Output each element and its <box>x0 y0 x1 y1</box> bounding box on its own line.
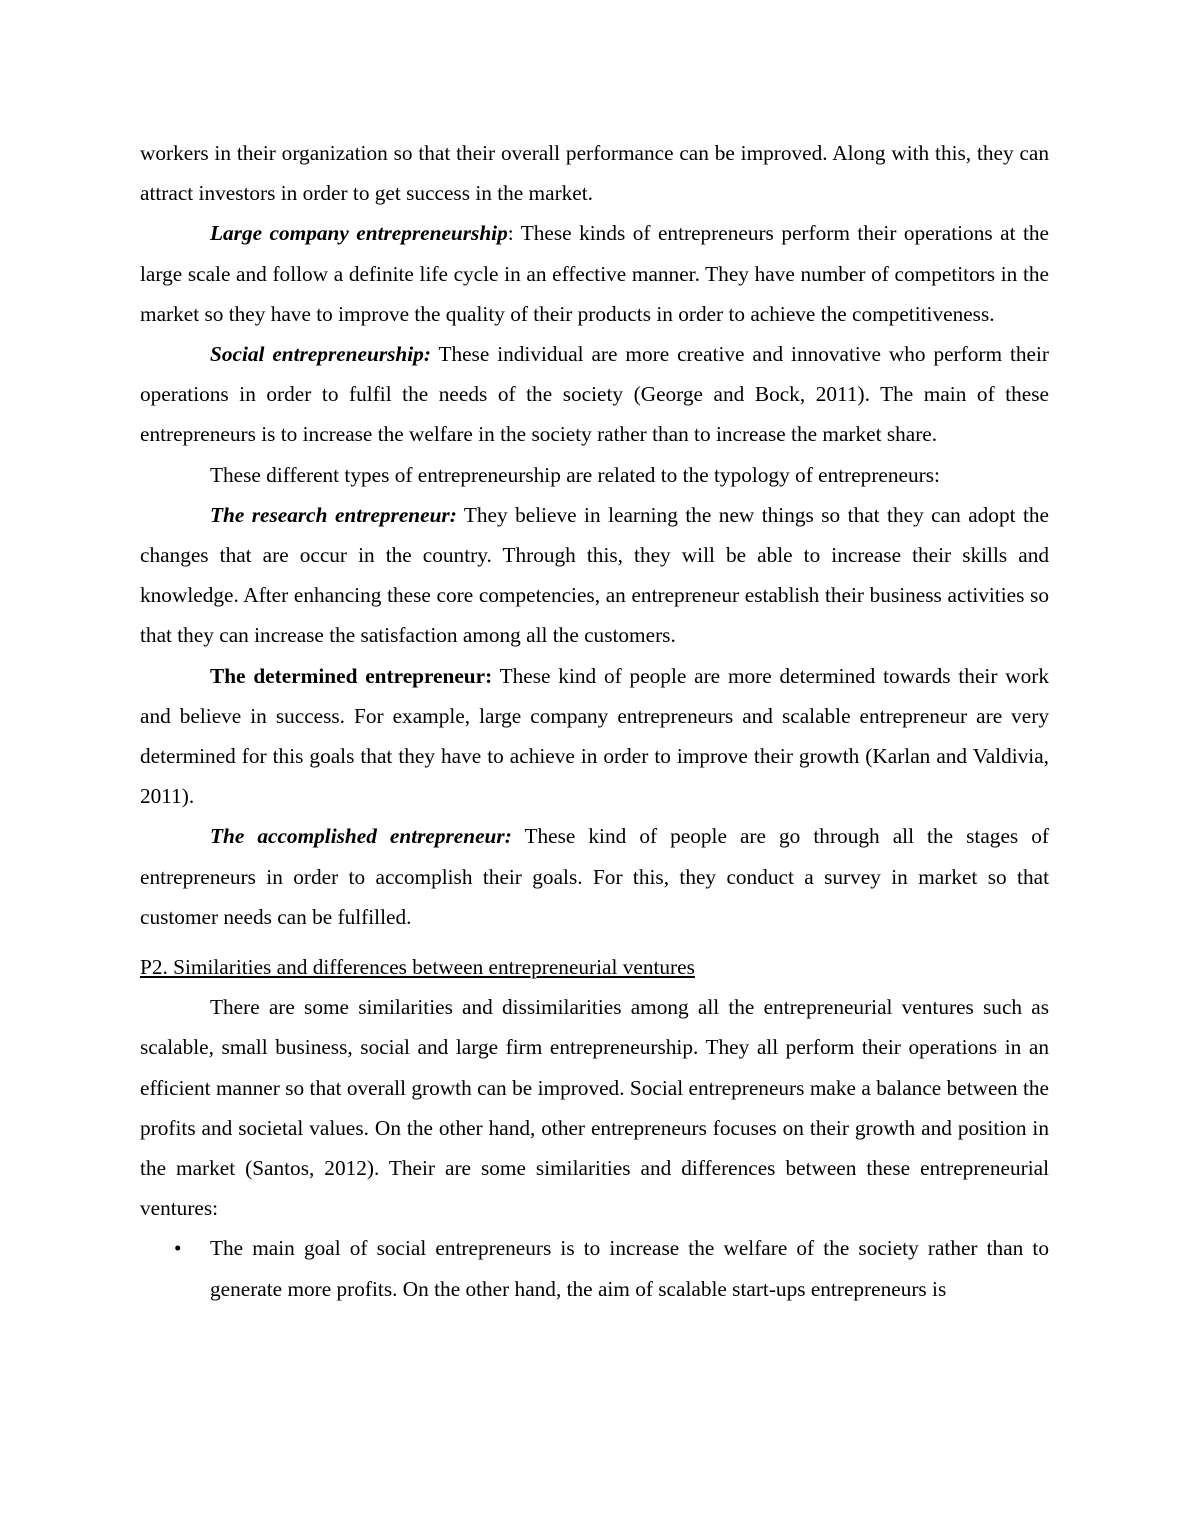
paragraph-text: These kind of people are go through all the stages of entrepreneurs in order to accomplish their goals. For this, they conduct a survey in market so that customer needs can be fulfilled. <box>140 824 1049 929</box>
term-social: Social entrepreneurship: <box>210 342 431 367</box>
section-heading: P2. Similarities and differences between entrepreneurial ventures <box>140 955 695 980</box>
list-item <box>140 1228 1049 1308</box>
document-page <box>140 133 1049 1309</box>
paragraph-typology-intro: These different types of entrepreneurship are related to the typology of entrepreneurs: <box>210 462 940 487</box>
paragraph-research <box>140 495 1049 656</box>
paragraph-large-company <box>140 213 1049 334</box>
term-accomplished: The accomplished entrepreneur: <box>210 824 512 849</box>
section-intro: There are some similarities and dissimilarities among all the entrepreneurial ventures such as scalable, small business, social and large firm entrepreneurship. They all perform their operations in an efficient manner so that overall growth can be improved. Social entrepreneurs make a balance between the profits and societal values. On the other hand, other entrepreneurs focuses on their growth and position in the market (Santos, 2012). Their are some similarities and differences between these entrepreneurial ventures: <box>140 995 1049 1221</box>
paragraph-text: These kind of people are more determined towards their work and believe in success. For example, large company entrepreneurs and scalable entrepreneur are very determined for this goals that they have to achieve in order to improve their growth (Karlan and Valdivia, 2011). <box>140 663 1050 809</box>
paragraph-text: : These kinds of entrepreneurs perform their operations at the large scale and follow a definite life cycle in an effective manner. They have number of competitors in the market so they have to improve the quality of their products in order to achieve the competitiveness. <box>140 221 1049 326</box>
paragraph-text: These individual are more creative and innovative who perform their operations in order to fulfil the needs of the society (George and Bock, 2011). The main of these entrepreneurs is to increase the welfare in the society rather than to increase the market share. <box>140 342 1049 447</box>
term-large-company: Large company entrepreneurship <box>210 221 508 246</box>
term-research: The research entrepreneur: <box>210 502 457 527</box>
paragraph-social <box>140 334 1049 455</box>
paragraph-determined <box>140 656 1049 817</box>
bullet-list <box>140 1228 1049 1308</box>
term-determined: The determined entrepreneur: <box>210 663 493 688</box>
list-item-text: The main goal of social entrepreneurs is to increase the welfare of the society rather than to generate more profits. On the other hand, the aim of scalable start-ups entrepreneurs is <box>210 1236 1049 1301</box>
paragraph-accomplished <box>140 816 1049 937</box>
paragraph-continuation: workers in their organization so that their overall performance can be improved. Along with this, they can attract investors in order to get success in the market. <box>140 141 1049 206</box>
bullet-icon: • <box>174 1236 182 1261</box>
paragraph-text: They believe in learning the new things so that they can adopt the changes that are occur in the country. Through this, they will be able to increase their skills and knowledge. After enhancing these core competencies, an entrepreneur establish their business activities so that they can increase the satisfaction among all the customers. <box>140 502 1049 648</box>
